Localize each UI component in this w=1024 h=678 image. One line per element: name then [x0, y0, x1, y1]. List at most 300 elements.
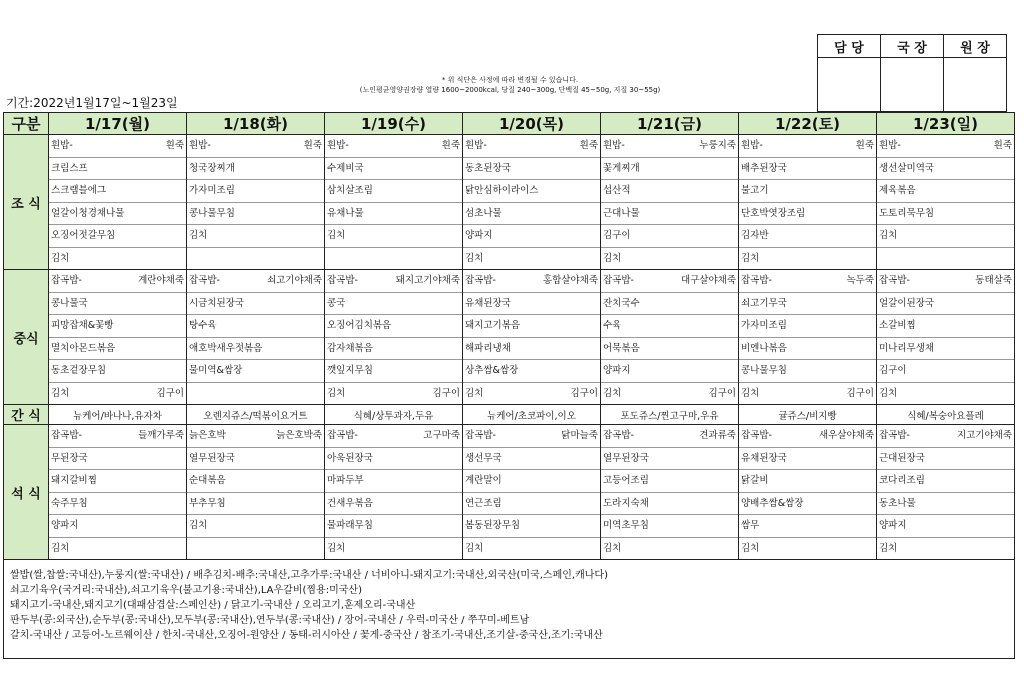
menu-item — [49, 315, 186, 338]
menu-item — [739, 338, 876, 361]
day-menu-cell — [187, 425, 325, 560]
menu-item-side: 홍합살야채죽 — [542, 275, 598, 286]
menu-item — [325, 270, 462, 293]
menu-item-name: 가자미조림 — [741, 320, 787, 331]
menu-item — [325, 383, 462, 405]
menu-item — [187, 515, 324, 538]
menu-item-name: 마파두부 — [327, 475, 364, 486]
menu-item — [325, 448, 462, 471]
day-menu-cell — [49, 270, 187, 405]
menu-item — [187, 158, 324, 181]
menu-item — [49, 383, 186, 405]
menu-item — [463, 448, 600, 471]
approval-header: 담 당 — [818, 35, 881, 58]
menu-item — [325, 338, 462, 361]
menu-item-name: 연근조림 — [465, 497, 502, 509]
menu-item — [739, 448, 876, 471]
menu-item — [325, 248, 462, 270]
menu-item-name: 김구이 — [879, 365, 907, 376]
menu-item-name: 감자채볶음 — [327, 342, 373, 354]
menu-item — [463, 425, 600, 448]
menu-item — [49, 360, 186, 383]
menu-item-name: 배추된장국 — [741, 162, 787, 174]
menu-item-name: 봄동된장무침 — [465, 520, 521, 531]
signature-cell — [944, 58, 1007, 112]
menu-item-name: 깻잎지무침 — [327, 365, 373, 376]
menu-item-name: 김치 — [327, 230, 346, 241]
menu-item-name: 김치 — [603, 387, 622, 399]
menu-item-name: 도라지숙채 — [603, 497, 649, 509]
menu-item-name: 멸치아몬드볶음 — [51, 342, 116, 354]
menu-item-side: 지고기야채죽 — [956, 430, 1012, 441]
menu-item — [601, 315, 738, 338]
menu-item — [187, 470, 324, 493]
menu-item — [877, 383, 1014, 405]
menu-item-name: 김치 — [51, 252, 70, 264]
menu-item-name: 소갈비찜 — [879, 320, 916, 331]
menu-item — [877, 225, 1014, 248]
day-menu-cell — [601, 425, 739, 560]
menu-item-name: 탕수육 — [189, 320, 217, 331]
meal-row — [4, 270, 1015, 405]
menu-item-name: 김구이 — [603, 230, 631, 241]
origin-line: 갈치-국내산 / 고등어-노르웨이산 / 한치-국내산,오징어-원양산 / 동태-러시아산 / 꽃게-중국산 / 참조기-국내산,조기살-중국산,조기:국내산 — [10, 630, 603, 641]
menu-item-name: 생선살미역국 — [879, 162, 935, 174]
meal-label: 석 식 — [4, 425, 49, 560]
menu-item-name: 수육 — [603, 320, 622, 331]
menu-item — [877, 448, 1014, 471]
menu-item-name: 유채된장국 — [741, 452, 787, 464]
menu-item — [601, 248, 738, 270]
menu-item-name: 잡곡밥- — [741, 430, 772, 441]
approval-header: 국 장 — [881, 35, 944, 58]
menu-item — [601, 470, 738, 493]
menu-item — [877, 360, 1014, 383]
menu-item — [187, 203, 324, 226]
menu-item — [463, 515, 600, 538]
notice-line: (노인평균영양권장량 열량 1600~2000kcal, 당질 240~300g, 단백질 45~50g, 지질 30~55g) — [359, 86, 661, 94]
menu-item-name: 김치 — [879, 230, 898, 241]
menu-item-name: 김치 — [741, 542, 760, 554]
menu-item-side: 흰죽 — [303, 140, 322, 151]
menu-item-name: 미역초무침 — [603, 520, 649, 531]
header-day: 1/23(일) — [877, 113, 1015, 135]
menu-item — [601, 180, 738, 203]
menu-item — [877, 470, 1014, 493]
menu-item — [877, 180, 1014, 203]
menu-item-name: 흰밥- — [741, 140, 763, 151]
menu-item — [49, 448, 186, 471]
day-menu-cell — [325, 425, 463, 560]
menu-item-name: 청국장찌개 — [189, 162, 235, 174]
menu-item-name: 제육볶음 — [879, 185, 916, 196]
menu-item-name: 김치 — [189, 230, 208, 241]
menu-item-name: 돼지갈비찜 — [51, 475, 97, 486]
menu-item — [877, 135, 1014, 158]
menu-item-name: 동초된장국 — [465, 162, 511, 174]
menu-item-side: 견과류죽 — [699, 430, 736, 441]
menu-item-side: 김구이 — [846, 387, 874, 399]
origin-line: 쌀밥(쌀,찹쌀:국내산),누룽지(쌀:국내산) / 배추김치-배추:국내산,고추가루:국내산 / 너비아니-돼지고기:국내산,외국산(미국,스페인,캐나다) — [10, 570, 608, 581]
menu-item-side: 닭마늘죽 — [561, 430, 598, 441]
menu-item — [739, 425, 876, 448]
menu-item-name: 건새우볶음 — [327, 497, 373, 509]
menu-item — [739, 270, 876, 293]
menu-item-side: 늙은호박죽 — [276, 430, 322, 441]
menu-item-name: 유채나물 — [327, 207, 364, 219]
day-menu-cell — [49, 425, 187, 560]
menu-item — [877, 203, 1014, 226]
menu-item-name: 아욱된장국 — [327, 452, 373, 464]
menu-item — [187, 225, 324, 248]
menu-item-name: 비엔나볶음 — [741, 342, 787, 354]
menu-item — [49, 293, 186, 316]
menu-item-name: 꽃게찌개 — [603, 162, 640, 174]
menu-item — [601, 203, 738, 226]
menu-item — [601, 425, 738, 448]
menu-item-side: 동태살죽 — [975, 275, 1012, 286]
menu-item-name: 순대볶음 — [189, 475, 226, 486]
day-menu-cell — [739, 135, 877, 270]
menu-item — [463, 225, 600, 248]
menu-item — [739, 383, 876, 405]
menu-item-name: 흰밥- — [189, 140, 211, 151]
header-day: 1/21(금) — [601, 113, 739, 135]
approval-box — [817, 34, 1007, 112]
menu-item — [463, 158, 600, 181]
menu-item-name: 닭갈비 — [741, 475, 769, 486]
menu-item-side: 흰죽 — [441, 140, 460, 151]
meal-label: 중식 — [4, 270, 49, 405]
menu-item-name: 김치 — [741, 387, 760, 399]
menu-item-name: 잡곡밥- — [603, 430, 634, 441]
menu-item — [877, 293, 1014, 316]
menu-item-name: 고등어조림 — [603, 475, 649, 486]
menu-item — [601, 515, 738, 538]
menu-item — [325, 180, 462, 203]
menu-item-name: 잡곡밥- — [465, 430, 496, 441]
menu-item — [739, 315, 876, 338]
menu-item-name: 콩국 — [327, 297, 346, 309]
menu-item — [877, 425, 1014, 448]
menu-item-name: 김치 — [465, 387, 484, 399]
day-menu-cell — [187, 270, 325, 405]
menu-item-name: 유채된장국 — [465, 297, 511, 309]
menu-item-name: 김자반 — [741, 230, 769, 241]
menu-item — [187, 135, 324, 158]
menu-item-name: 가자미조림 — [189, 185, 235, 196]
menu-item-name: 흰밥- — [51, 140, 73, 151]
menu-item-side: 흰죽 — [993, 140, 1012, 151]
meal-label: 간 식 — [4, 405, 49, 425]
day-menu-cell — [463, 270, 601, 405]
menu-item-name: 오징어김치볶음 — [327, 320, 392, 331]
menu-item-name: 근대나물 — [603, 207, 640, 219]
origin-line: 판두부(콩:외국산),순두부(콩:국내산),모두부(콩:국내산),연두부(콩:국내산) / 장어-국내산 / 우럭-미국산 / 쭈꾸미-베트남 — [10, 615, 530, 626]
menu-item — [601, 225, 738, 248]
menu-item — [49, 225, 186, 248]
snack-cell: 식혜/복숭아요플레 — [877, 405, 1015, 425]
menu-item-name: 김치 — [327, 387, 346, 399]
menu-item — [739, 248, 876, 270]
menu-item — [325, 225, 462, 248]
menu-item-name: 오징어젓갈무침 — [51, 230, 116, 241]
day-menu-cell — [877, 425, 1015, 560]
day-menu-cell — [601, 135, 739, 270]
menu-item-side: 새우살야채죽 — [818, 430, 874, 441]
menu-item-side: 들깨가루죽 — [138, 430, 184, 441]
menu-item-name: 애호박새우젓볶음 — [189, 342, 263, 354]
snack-cell: 뉴케어/초코파이,이오 — [463, 405, 601, 425]
menu-item-name: 콩나물무침 — [741, 365, 787, 376]
menu-item — [739, 225, 876, 248]
notice-line: * 위 식단은 사정에 따라 변경될 수 있습니다. — [441, 76, 579, 84]
header-day: 1/20(목) — [463, 113, 601, 135]
menu-item — [601, 158, 738, 181]
menu-item — [877, 515, 1014, 538]
menu-item — [49, 203, 186, 226]
menu-item — [877, 315, 1014, 338]
snack-cell: 포도쥬스/찐고구마,우유 — [601, 405, 739, 425]
menu-item-name: 양파지 — [603, 365, 631, 376]
menu-item-name: 부추무침 — [189, 497, 226, 509]
approval-header: 원 장 — [944, 35, 1007, 58]
menu-item-name: 섭산적 — [603, 185, 631, 196]
menu-item-name: 흰밥- — [603, 140, 625, 151]
day-menu-cell — [463, 425, 601, 560]
menu-item-name: 단호박엿장조림 — [741, 207, 806, 219]
menu-item-side: 녹두죽 — [846, 275, 874, 286]
menu-item-name: 김치 — [879, 387, 898, 399]
menu-item — [739, 135, 876, 158]
menu-item-name: 물미역&쌈장 — [189, 365, 243, 376]
menu-item — [463, 203, 600, 226]
menu-item — [49, 180, 186, 203]
menu-item — [463, 493, 600, 516]
menu-item-side: 흰죽 — [165, 140, 184, 151]
menu-item-name: 수제비국 — [327, 162, 364, 174]
day-menu-cell — [463, 135, 601, 270]
day-menu-cell — [601, 270, 739, 405]
menu-item — [325, 360, 462, 383]
menu-item-name: 김치 — [465, 252, 484, 264]
menu-item — [463, 180, 600, 203]
menu-item-name: 콩나물국 — [51, 297, 88, 309]
menu-item — [877, 493, 1014, 516]
menu-item — [49, 425, 186, 448]
menu-item-name: 잡곡밥- — [603, 275, 634, 286]
menu-item-name: 흰밥- — [327, 140, 349, 151]
menu-item — [49, 135, 186, 158]
day-menu-cell — [187, 135, 325, 270]
menu-item-name: 김치 — [603, 542, 622, 554]
menu-item-name: 잡곡밥- — [189, 275, 220, 286]
menu-item-name: 삼치살조림 — [327, 185, 373, 196]
menu-item-name: 상추쌈&쌈장 — [465, 365, 519, 376]
header-day: 1/22(토) — [739, 113, 877, 135]
origin-line: 돼지고기-국내산,돼지고기(대패삼겹살:스페인산) / 닭고기-국내산 / 오리고기,훈제오리-국내산 — [10, 600, 416, 611]
menu-item — [877, 248, 1014, 270]
header-day: 1/18(화) — [187, 113, 325, 135]
menu-item-name: 동초나물 — [879, 497, 916, 509]
menu-item-side: 흰죽 — [579, 140, 598, 151]
menu-item-side: 김구이 — [432, 387, 460, 399]
menu-item — [739, 293, 876, 316]
menu-item-name: 얼갈이된장국 — [879, 297, 935, 309]
menu-item — [49, 158, 186, 181]
menu-item — [325, 493, 462, 516]
menu-item-name: 미나리무생채 — [879, 342, 935, 354]
header-day: 1/19(수) — [325, 113, 463, 135]
menu-item-side: 김구이 — [708, 387, 736, 399]
snack-cell: 뉴케어/바나나,유자차 — [49, 405, 187, 425]
menu-item-side: 고구마죽 — [423, 430, 460, 441]
menu-item — [187, 425, 324, 448]
menu-item-name: 잔치국수 — [603, 297, 640, 309]
menu-item-side: 계란야채죽 — [138, 275, 184, 286]
meal-row — [4, 425, 1015, 560]
menu-item — [739, 203, 876, 226]
notice — [300, 75, 720, 95]
menu-item-name: 양배추쌈&쌈장 — [741, 497, 804, 509]
menu-item — [49, 493, 186, 516]
menu-item — [187, 493, 324, 516]
menu-item-side: 돼지고기야채죽 — [395, 275, 460, 286]
menu-item-name: 양파지 — [879, 520, 907, 531]
menu-item — [739, 470, 876, 493]
menu-item-name: 김치 — [51, 387, 70, 399]
meal-row — [4, 135, 1015, 270]
menu-item-name: 양파지 — [465, 230, 493, 241]
snack-cell: 오렌지쥬스/떡볶이요거트 — [187, 405, 325, 425]
menu-item-name: 얼갈이청경채나물 — [51, 207, 125, 219]
menu-item — [601, 493, 738, 516]
menu-item-side: 김구이 — [570, 387, 598, 399]
header-category: 구분 — [4, 113, 49, 135]
menu-item-name: 열무된장국 — [189, 452, 235, 464]
menu-item — [187, 338, 324, 361]
menu-item — [601, 338, 738, 361]
menu-item — [49, 515, 186, 538]
menu-item — [463, 135, 600, 158]
menu-item — [49, 470, 186, 493]
snack-cell: 식혜/상투과자,두유 — [325, 405, 463, 425]
menu-item-name: 잡곡밥- — [465, 275, 496, 286]
menu-item — [877, 270, 1014, 293]
menu-item-name: 스크램블에그 — [51, 185, 107, 196]
snack-cell: 귤쥬스/비지빵 — [739, 405, 877, 425]
menu-item-name: 흰밥- — [879, 140, 901, 151]
meal-row — [4, 405, 1015, 425]
menu-item-name: 돼지고기볶음 — [465, 320, 521, 331]
menu-item — [463, 248, 600, 270]
day-menu-cell — [877, 135, 1015, 270]
menu-item — [187, 293, 324, 316]
menu-item-name: 흰밥- — [465, 140, 487, 151]
menu-item-name: 잡곡밥- — [741, 275, 772, 286]
menu-item — [49, 270, 186, 293]
menu-item-name: 잡곡밥- — [879, 430, 910, 441]
menu-item — [601, 293, 738, 316]
menu-item-name: 잡곡밥- — [327, 275, 358, 286]
signature-cell — [818, 58, 881, 112]
menu-item-name: 근대된장국 — [879, 452, 925, 464]
menu-item — [325, 470, 462, 493]
menu-item — [325, 158, 462, 181]
menu-item — [463, 470, 600, 493]
menu-item-name: 크림스프 — [51, 162, 88, 174]
menu-item-name: 김치 — [603, 252, 622, 264]
menu-item — [49, 248, 186, 270]
menu-item-name: 쌈무 — [741, 520, 760, 531]
menu-item-name: 양파지 — [51, 520, 79, 531]
menu-item-name: 늙은호박 — [189, 430, 226, 441]
menu-item — [601, 448, 738, 471]
menu-item — [325, 425, 462, 448]
menu-item — [325, 293, 462, 316]
menu-item — [601, 360, 738, 383]
menu-item-name: 김치 — [741, 252, 760, 264]
menu-item-name: 무된장국 — [51, 452, 88, 464]
menu-item-side: 쇠고기야채죽 — [266, 275, 322, 286]
menu-item — [739, 158, 876, 181]
menu-item — [601, 135, 738, 158]
menu-item — [739, 360, 876, 383]
origin-footer — [10, 568, 1015, 643]
menu-item-name: 동초겉장무침 — [51, 365, 107, 376]
menu-item — [325, 515, 462, 538]
menu-item-name: 김치 — [327, 542, 346, 554]
menu-item — [463, 315, 600, 338]
signature-cell — [881, 58, 944, 112]
menu-item — [325, 203, 462, 226]
menu-table — [3, 112, 1015, 560]
menu-item-name: 불고기 — [741, 185, 769, 196]
menu-item — [463, 270, 600, 293]
menu-item-side: 흰죽 — [855, 140, 874, 151]
menu-item-name: 김치 — [879, 542, 898, 554]
menu-item — [187, 383, 324, 405]
menu-item-name: 김치 — [189, 520, 208, 531]
menu-item — [463, 360, 600, 383]
menu-item — [187, 270, 324, 293]
menu-item — [187, 248, 324, 270]
menu-item-name: 어묵볶음 — [603, 342, 640, 354]
menu-item — [187, 315, 324, 338]
header-day: 1/17(월) — [49, 113, 187, 135]
day-menu-cell — [49, 135, 187, 270]
menu-item-name: 쇠고기무국 — [741, 297, 787, 309]
menu-item — [601, 383, 738, 405]
menu-item-name: 김치 — [51, 542, 70, 554]
menu-item — [463, 293, 600, 316]
menu-item — [325, 135, 462, 158]
menu-item-name: 콩나물무침 — [189, 207, 235, 219]
menu-item-name: 잡곡밥- — [879, 275, 910, 286]
menu-item-side: 대구살야채죽 — [680, 275, 736, 286]
menu-item — [463, 383, 600, 405]
day-menu-cell — [739, 425, 877, 560]
menu-item — [739, 515, 876, 538]
menu-item-name: 열무된장국 — [603, 452, 649, 464]
menu-item-name: 숙주무침 — [51, 497, 88, 509]
menu-item-name: 닭안심하이라이스 — [465, 185, 539, 196]
menu-item — [187, 360, 324, 383]
menu-item — [877, 158, 1014, 181]
meal-label: 조 식 — [4, 135, 49, 270]
menu-item-name: 물파래무침 — [327, 520, 373, 531]
menu-item-name: 섬초나물 — [465, 207, 502, 219]
